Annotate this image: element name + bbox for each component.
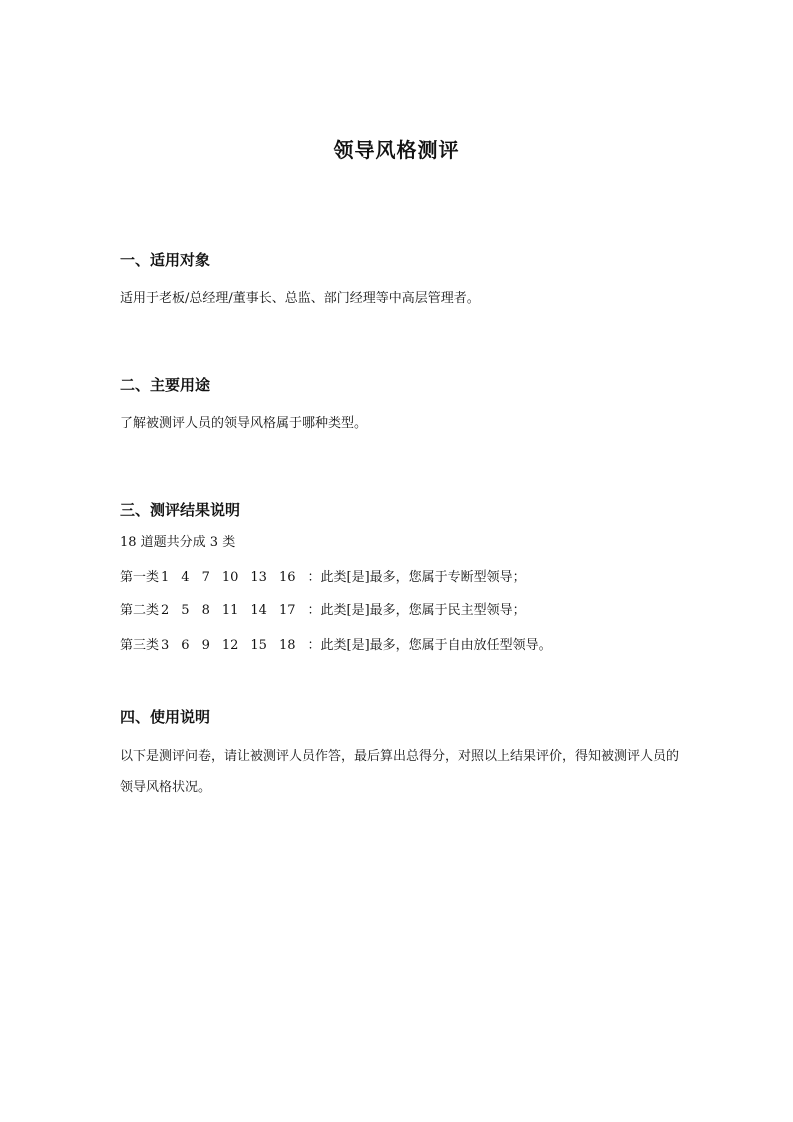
question-number: 3 [161,638,170,653]
question-number: 7 [201,570,210,585]
section-heading-usage: 四、使用说明 [120,708,211,726]
question-number: 4 [181,570,190,585]
question-number: 16 [278,570,296,585]
question-number: 5 [181,603,190,618]
result-row [120,636,552,656]
question-number: 2 [161,603,170,618]
question-number: 6 [181,638,190,653]
question-number: 1 [161,570,170,585]
section-text-main-purpose: 了解被测评人员的领导风格属于哪种类型。 [120,416,368,431]
result-intro: 18 道题共分成 3 类 [120,535,236,550]
result-row-text: ：此类[是]最多，您属于自由放任型领导。 [307,638,552,653]
question-number: 9 [201,638,210,653]
section-heading-result-explanation: 三、测评结果说明 [120,501,241,519]
question-number: 14 [250,603,267,618]
result-row [120,568,526,588]
page-title: 领导风格测评 [333,138,460,162]
question-number: 17 [278,603,296,618]
question-number: 8 [201,603,210,618]
section-text-usage: 以下是测评问卷，请让被测评人员作答，最后算出总得分，对照以上结果评价，得知被测评人员的领导风格状况。 [120,749,680,795]
question-number: 13 [250,570,267,585]
question-number: 15 [250,638,267,653]
result-row-text: ：此类[是]最多，您属于专断型领导； [307,570,526,585]
question-number: 10 [221,570,239,585]
section-text-applicable-target: 适用于老板/总经理/董事长、总监、部门经理等中高层管理者。 [120,291,480,306]
result-row-text: ：此类[是]最多，您属于民主型领导； [307,603,526,618]
result-row [120,601,526,621]
section-heading-applicable-target: 一、适用对象 [120,251,211,269]
question-number: 12 [221,638,239,653]
result-row-label: 第三类 [120,638,160,653]
result-row-label: 第一类 [120,570,160,585]
question-number: 18 [278,638,296,653]
result-row-label: 第二类 [120,603,160,618]
question-number: 11 [221,603,239,618]
section-heading-main-purpose: 二、主要用途 [120,376,211,394]
